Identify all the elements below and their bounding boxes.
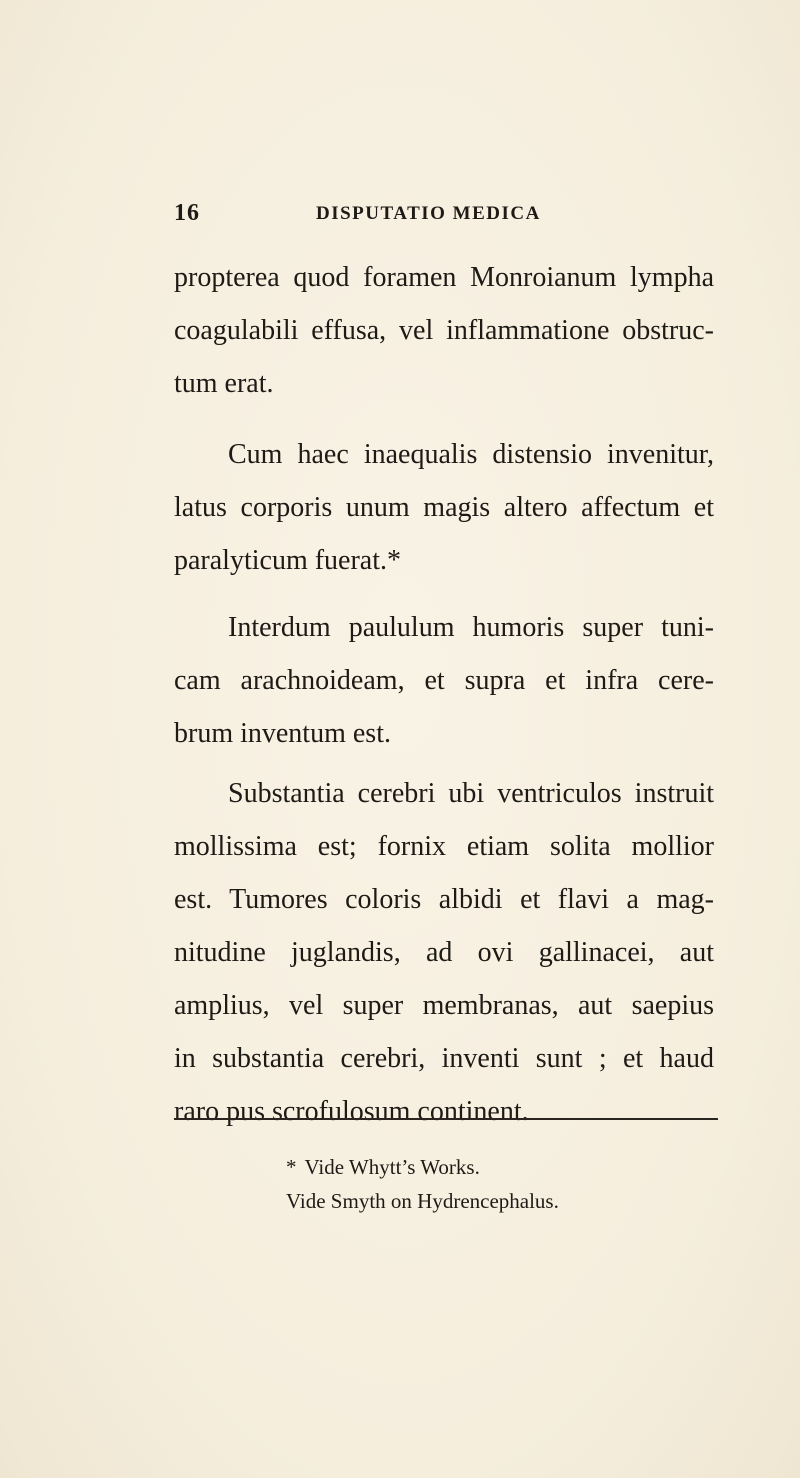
text-line: amplius, vel super membranas, aut saepius	[174, 990, 714, 1021]
text-line: Interdum paululum humoris super tuni-	[228, 612, 714, 643]
text-line: cam arachnoideam, et supra et infra cere-	[174, 665, 714, 696]
text-line: raro pus scrofulosum continent.	[174, 1096, 529, 1127]
footnote-mark: *	[286, 1155, 297, 1179]
text-line: Substantia cerebri ubi ventriculos instruit	[228, 778, 714, 809]
text-line: tum erat.	[174, 368, 274, 399]
text-line: brum inventum est.	[174, 718, 391, 749]
footnote-text: Vide Smyth on Hydrencephalus.	[286, 1189, 559, 1213]
text-line: mollissima est; fornix etiam solita mollior	[174, 831, 714, 862]
text-line: paralyticum fuerat.*	[174, 545, 402, 576]
footnote-text: Vide Whytt’s Works.	[304, 1155, 480, 1179]
footnotes	[286, 1150, 706, 1218]
footnote-divider	[174, 1118, 718, 1120]
text-line: in substantia cerebri, inventi sunt ; et haud	[174, 1043, 714, 1074]
paragraph-humoris	[174, 601, 714, 760]
page-number: 16	[174, 200, 200, 226]
footnote	[286, 1184, 706, 1218]
text-line: nitudine juglandis, ad ovi gallinacei, aut	[174, 937, 714, 968]
text-line: coagulabili effusa, vel inflammatione obstruc-	[174, 315, 714, 346]
footnote	[286, 1150, 706, 1184]
paragraph-distensio	[174, 428, 714, 587]
text-line: propterea quod foramen Monroianum lympha	[174, 262, 714, 293]
paragraph-continuation	[174, 251, 714, 410]
paragraph-substantia	[174, 767, 714, 1138]
text-line: latus corporis unum magis altero affectum et	[174, 492, 714, 523]
text-line: Cum haec inaequalis distensio invenitur,	[228, 439, 714, 470]
running-head	[174, 200, 714, 230]
text-line: est. Tumores coloris albidi et flavi a mag-	[174, 884, 714, 915]
running-title: DISPUTATIO MEDICA	[316, 203, 541, 224]
